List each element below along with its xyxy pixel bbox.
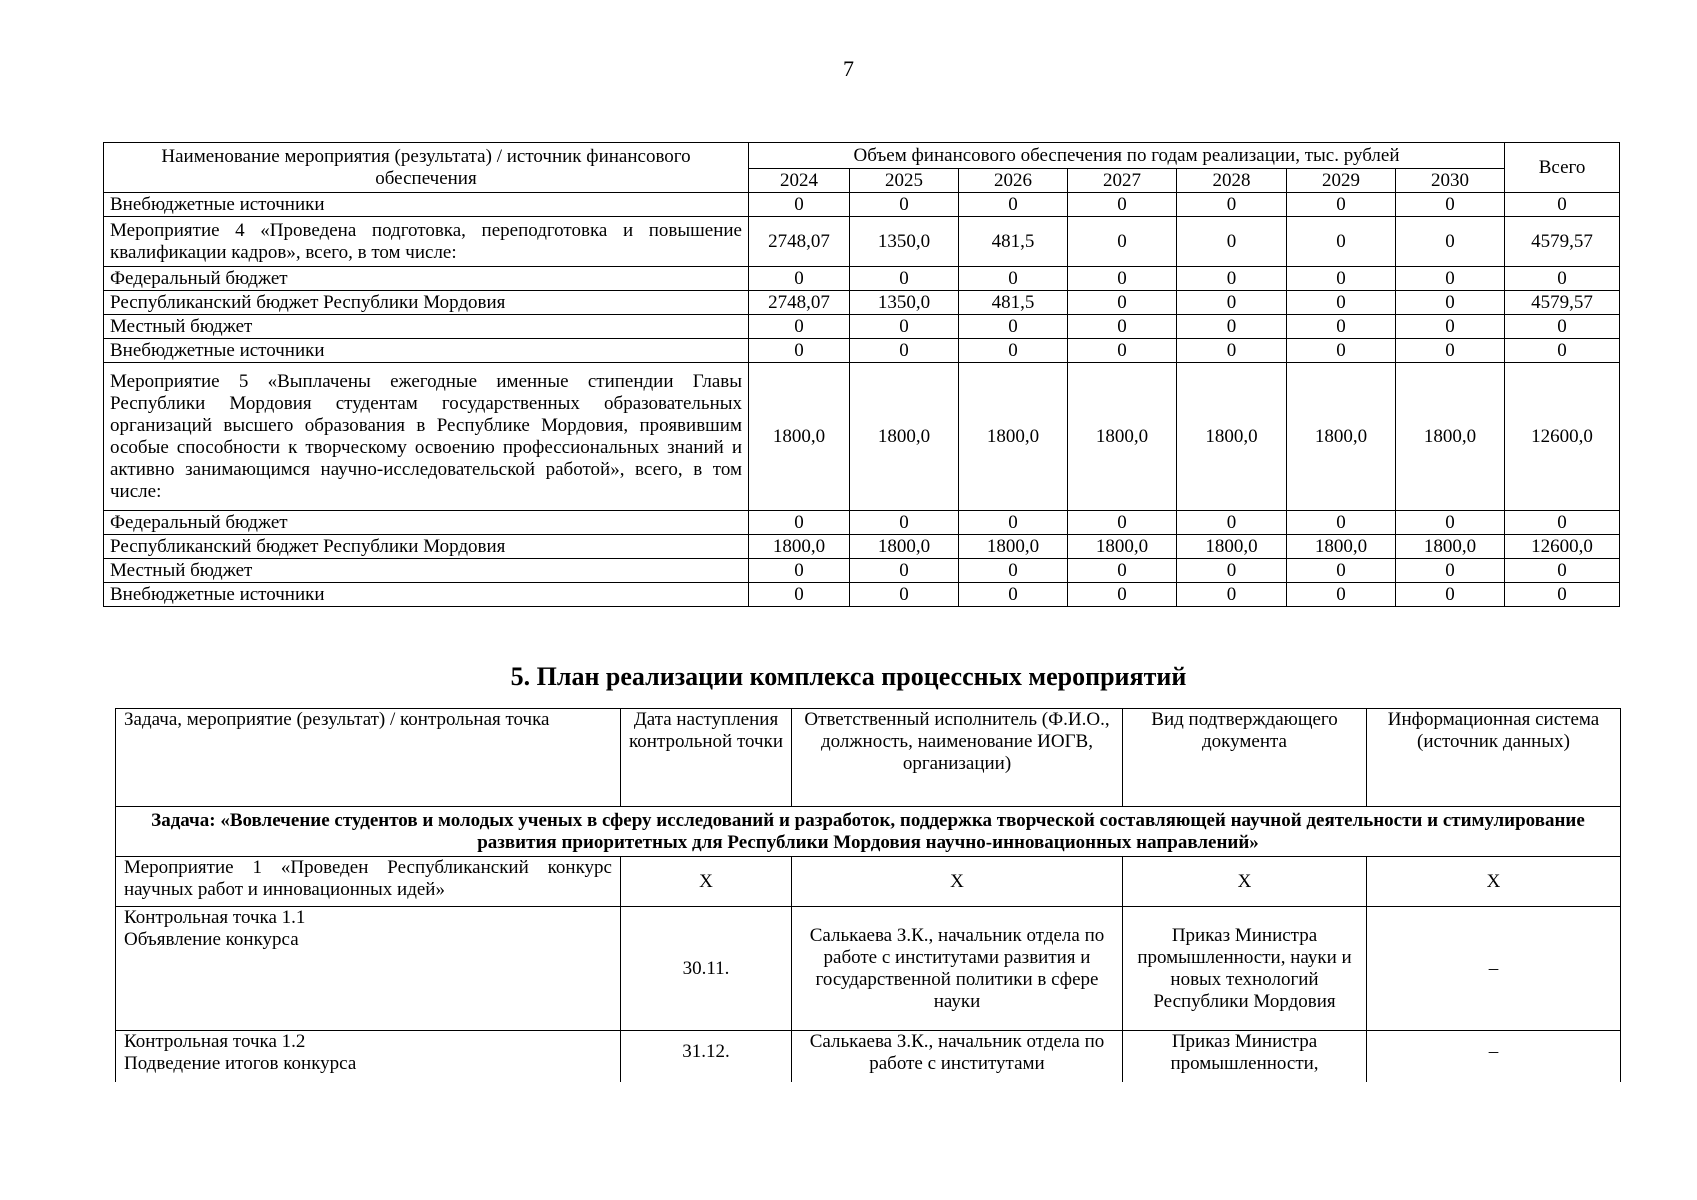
finance-row-value: 1800,0 xyxy=(1287,363,1396,511)
finance-row-value: 0 xyxy=(959,267,1068,291)
finance-row xyxy=(104,535,1620,559)
finance-row xyxy=(104,511,1620,535)
finance-row-value: 0 xyxy=(1068,291,1177,315)
finance-row-value: 1800,0 xyxy=(749,535,850,559)
finance-row-value: 0 xyxy=(1287,511,1396,535)
name-column-header: Наименование мероприятия (результата) / источник финансового обеспечения xyxy=(104,143,749,193)
page-number: 7 xyxy=(843,56,854,81)
finance-row-total: 4579,57 xyxy=(1505,217,1620,267)
finance-row-total: 0 xyxy=(1505,193,1620,217)
finance-row-name: Внебюджетные источники xyxy=(104,339,749,363)
finance-row-value: 0 xyxy=(1177,291,1287,315)
finance-row-value: 0 xyxy=(850,193,959,217)
measure-1-date: X xyxy=(621,857,792,907)
finance-row-value: 1800,0 xyxy=(1177,363,1287,511)
year-header: 2028 xyxy=(1177,169,1287,193)
finance-row-value: 0 xyxy=(1287,315,1396,339)
finance-row-value: 0 xyxy=(1396,511,1505,535)
finance-row-total: 0 xyxy=(1505,267,1620,291)
checkpoint-1-2-responsible: Салькаева З.К., начальник отдела по работе с институтами xyxy=(792,1031,1123,1091)
finance-row-name: Республиканский бюджет Республики Мордовия xyxy=(104,535,749,559)
measure-1-name: Мероприятие 1 «Проведен Республиканский конкурс научных работ и инновационных идей» xyxy=(116,857,621,907)
finance-row-value: 2748,07 xyxy=(749,217,850,267)
finance-row-value: 1800,0 xyxy=(1396,363,1505,511)
finance-row-total: 12600,0 xyxy=(1505,363,1620,511)
document-column-header: Вид подтверждающего документа xyxy=(1123,709,1367,807)
year-header: 2026 xyxy=(959,169,1068,193)
finance-row xyxy=(104,267,1620,291)
checkpoint-1-1-system: – xyxy=(1367,907,1621,1031)
checkpoint-1-1-date: 30.11. xyxy=(621,907,792,1031)
finance-row-value: 1800,0 xyxy=(959,535,1068,559)
finance-row-name: Местный бюджет xyxy=(104,315,749,339)
finance-row-value: 0 xyxy=(1177,267,1287,291)
finance-row-value: 1800,0 xyxy=(850,535,959,559)
finance-row-value: 0 xyxy=(1068,583,1177,607)
finance-row-value: 0 xyxy=(959,559,1068,583)
checkpoint-1-1-subtitle: Объявление конкурса xyxy=(124,929,299,950)
finance-row-value: 0 xyxy=(749,315,850,339)
year-header: 2025 xyxy=(850,169,959,193)
finance-row-value: 0 xyxy=(959,315,1068,339)
finance-row-value: 0 xyxy=(1396,559,1505,583)
finance-row-value: 0 xyxy=(850,583,959,607)
finance-row-value: 1350,0 xyxy=(850,291,959,315)
year-header: 2027 xyxy=(1068,169,1177,193)
finance-row xyxy=(104,363,1620,511)
measure-1-system: X xyxy=(1367,857,1621,907)
responsible-column-header: Ответственный исполнитель (Ф.И.О., должность, наименование ИОГВ, организации) xyxy=(792,709,1123,807)
finance-row-value: 0 xyxy=(850,559,959,583)
finance-row xyxy=(104,217,1620,267)
finance-row-value: 1800,0 xyxy=(1068,535,1177,559)
finance-row xyxy=(104,193,1620,217)
plan-table xyxy=(115,708,1621,1091)
finance-row-value: 0 xyxy=(1177,339,1287,363)
year-header: 2024 xyxy=(749,169,850,193)
finance-row-value: 0 xyxy=(1177,315,1287,339)
finance-row-value: 1800,0 xyxy=(1177,535,1287,559)
finance-row-total: 0 xyxy=(1505,315,1620,339)
finance-row-value: 0 xyxy=(1287,267,1396,291)
date-column-header: Дата наступления контрольной точки xyxy=(621,709,792,807)
finance-row-value: 1800,0 xyxy=(959,363,1068,511)
finance-row-value: 0 xyxy=(1287,193,1396,217)
finance-row-value: 0 xyxy=(850,339,959,363)
task-row: Задача: «Вовлечение студентов и молодых ученых в сферу исследований и разработок, поддержка творческой составляющей научной деятельности и стимулирование развития приоритетных для Республики Мордовия научно-инновационных направлений» xyxy=(116,807,1621,857)
task-column-header: Задача, мероприятие (результат) / контрольная точка xyxy=(116,709,621,807)
finance-row-name: Внебюджетные источники xyxy=(104,193,749,217)
finance-row-name: Мероприятие 4 «Проведена подготовка, переподготовка и повышение квалификации кадров», всего, в том числе: xyxy=(104,217,749,267)
finance-row-value: 0 xyxy=(1177,559,1287,583)
finance-row-total: 0 xyxy=(1505,511,1620,535)
checkpoint-1-2-title: Контрольная точка 1.2 xyxy=(124,1031,306,1052)
total-column-header: Всего xyxy=(1505,143,1620,193)
finance-row-value: 0 xyxy=(850,267,959,291)
finance-row-name: Местный бюджет xyxy=(104,559,749,583)
finance-row-value: 0 xyxy=(1287,339,1396,363)
finance-row-value: 0 xyxy=(1068,339,1177,363)
finance-row-value: 1350,0 xyxy=(850,217,959,267)
finance-row xyxy=(104,559,1620,583)
system-column-header: Информационная система (источник данных) xyxy=(1367,709,1621,807)
finance-row-value: 0 xyxy=(1396,267,1505,291)
finance-row-value: 0 xyxy=(1396,217,1505,267)
finance-row-value: 0 xyxy=(1396,583,1505,607)
checkpoint-1-2-date: 31.12. xyxy=(621,1031,792,1091)
checkpoint-1-2-subtitle: Подведение итогов конкурса xyxy=(124,1053,357,1074)
finance-row-value: 0 xyxy=(1396,339,1505,363)
finance-row-name: Федеральный бюджет xyxy=(104,267,749,291)
finance-row xyxy=(104,315,1620,339)
finance-row-value: 0 xyxy=(1177,511,1287,535)
finance-row-value: 1800,0 xyxy=(749,363,850,511)
finance-row-value: 0 xyxy=(749,193,850,217)
finance-row-total: 0 xyxy=(1505,559,1620,583)
finance-row-value: 0 xyxy=(1177,217,1287,267)
finance-row-value: 481,5 xyxy=(959,291,1068,315)
finance-row-value: 1800,0 xyxy=(1287,535,1396,559)
finance-row-name: Федеральный бюджет xyxy=(104,511,749,535)
finance-row-value: 0 xyxy=(850,511,959,535)
finance-row-value: 0 xyxy=(1396,193,1505,217)
finance-row-value: 0 xyxy=(1396,291,1505,315)
checkpoint-1-2-system: – xyxy=(1367,1031,1621,1091)
finance-row-value: 0 xyxy=(959,193,1068,217)
finance-row xyxy=(104,339,1620,363)
finance-row-value: 0 xyxy=(959,339,1068,363)
finance-row-name: Внебюджетные источники xyxy=(104,583,749,607)
year-header: 2029 xyxy=(1287,169,1396,193)
finance-row-value: 0 xyxy=(1068,559,1177,583)
finance-row-value: 1800,0 xyxy=(1068,363,1177,511)
finance-row-name: Республиканский бюджет Республики Мордовия xyxy=(104,291,749,315)
finance-row-value: 0 xyxy=(1396,315,1505,339)
checkpoint-1-1 xyxy=(116,907,621,1031)
finance-row-value: 0 xyxy=(1068,315,1177,339)
finance-row-value: 0 xyxy=(1287,583,1396,607)
volume-column-header: Объем финансового обеспечения по годам реализации, тыс. рублей xyxy=(749,143,1505,169)
finance-row-total: 12600,0 xyxy=(1505,535,1620,559)
finance-row-value: 481,5 xyxy=(959,217,1068,267)
page-cutoff xyxy=(0,1082,1697,1200)
finance-row-value: 0 xyxy=(1287,559,1396,583)
checkpoint-1-2-document: Приказ Министра промышленности, xyxy=(1123,1031,1367,1091)
finance-row-total: 0 xyxy=(1505,583,1620,607)
finance-row-value: 0 xyxy=(1068,267,1177,291)
finance-row-value: 0 xyxy=(1177,583,1287,607)
finance-row-value: 0 xyxy=(1068,217,1177,267)
finance-row-value: 0 xyxy=(1068,511,1177,535)
finance-row-name: Мероприятие 5 «Выплачены ежегодные именные стипендии Главы Республики Мордовия студентам государственных образовательных организаций высшего образования в Республике Мордовия, проявившим особые способности к творческому освоению профессиональных знаний и активно занимающимся научно-исследовательской работой», всего, в том числе: xyxy=(104,363,749,511)
finance-row-value: 0 xyxy=(959,583,1068,607)
finance-row-value: 0 xyxy=(749,511,850,535)
finance-row-value: 0 xyxy=(1287,291,1396,315)
finance-row-value: 0 xyxy=(749,583,850,607)
finance-row-value: 0 xyxy=(850,315,959,339)
finance-row-value: 1800,0 xyxy=(850,363,959,511)
finance-row-value: 0 xyxy=(1287,217,1396,267)
finance-row-value: 2748,07 xyxy=(749,291,850,315)
year-header: 2030 xyxy=(1396,169,1505,193)
finance-row-value: 0 xyxy=(749,559,850,583)
finance-row-value: 0 xyxy=(1177,193,1287,217)
finance-row-value: 0 xyxy=(749,339,850,363)
financing-table xyxy=(103,142,1620,607)
finance-row-total: 4579,57 xyxy=(1505,291,1620,315)
finance-row-value: 0 xyxy=(959,511,1068,535)
finance-row-value: 0 xyxy=(749,267,850,291)
measure-1-document: X xyxy=(1123,857,1367,907)
checkpoint-1-1-document: Приказ Министра промышленности, науки и новых технологий Республики Мордовия xyxy=(1123,907,1367,1031)
finance-row-total: 0 xyxy=(1505,339,1620,363)
measure-1-responsible: X xyxy=(792,857,1123,907)
checkpoint-1-1-title: Контрольная точка 1.1 xyxy=(124,907,306,928)
checkpoint-1-1-responsible: Салькаева З.К., начальник отдела по работе с институтами развития и государственной политики в сфере науки xyxy=(792,907,1123,1031)
finance-row-value: 1800,0 xyxy=(1396,535,1505,559)
finance-row xyxy=(104,291,1620,315)
finance-row-value: 0 xyxy=(1068,193,1177,217)
section-title: 5. План реализации комплекса процессных мероприятий xyxy=(510,662,1187,691)
finance-row xyxy=(104,583,1620,607)
